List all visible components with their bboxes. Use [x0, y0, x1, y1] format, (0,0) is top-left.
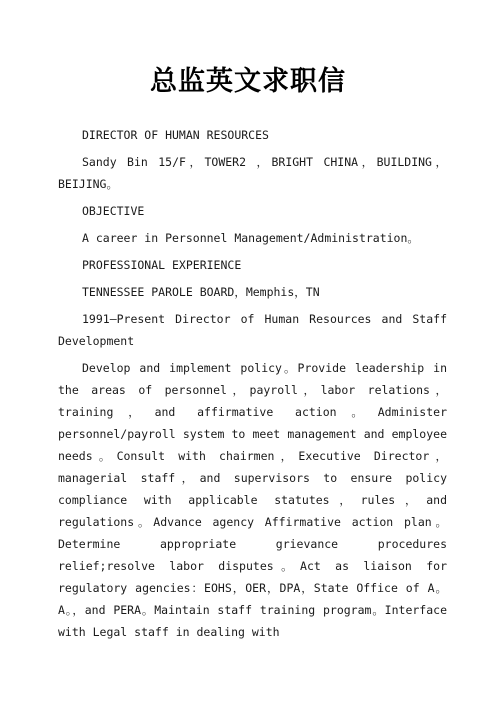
heading-experience: PROFESSIONAL EXPERIENCE: [82, 258, 242, 272]
contact-address: Sandy Bin 15/F，TOWER2 ，BRIGHT CHINA，BUILDING，BEIJING。: [58, 155, 447, 191]
job-description: Develop and implement policy。Provide leadership in the areas of personnel，payroll，labor relations，training，and affirmative action。Administer personnel/payroll system to meet management and employee needs。Consult with chairmen，Executive Director，managerial staff，and supervisors to ensure policy compliance with applicable statutes，rules，and regulations。Advance agency Affirmative action plan。Determine appropriate grievance procedures relief;resolve labor disputes。Act as liaison for regulatory agencies：EOHS，OER，DPA，State Office of A。A。，and PERA。Maintain staff training program。Interface with Legal staff in dealing with: [58, 361, 447, 639]
job-title-line: 1991—Present Director of Human Resources and Staff Development: [58, 312, 447, 348]
document-body: [58, 124, 447, 648]
heading-objective: OBJECTIVE: [82, 204, 145, 218]
objective-text: A career in Personnel Management/Administration。: [82, 231, 419, 245]
document-title: 总监英文求职信: [150, 66, 346, 97]
heading-position: DIRECTOR OF HUMAN RESOURCES: [82, 128, 269, 142]
employer-line: TENNESSEE PAROLE BOARD，Memphis，TN: [82, 285, 320, 299]
